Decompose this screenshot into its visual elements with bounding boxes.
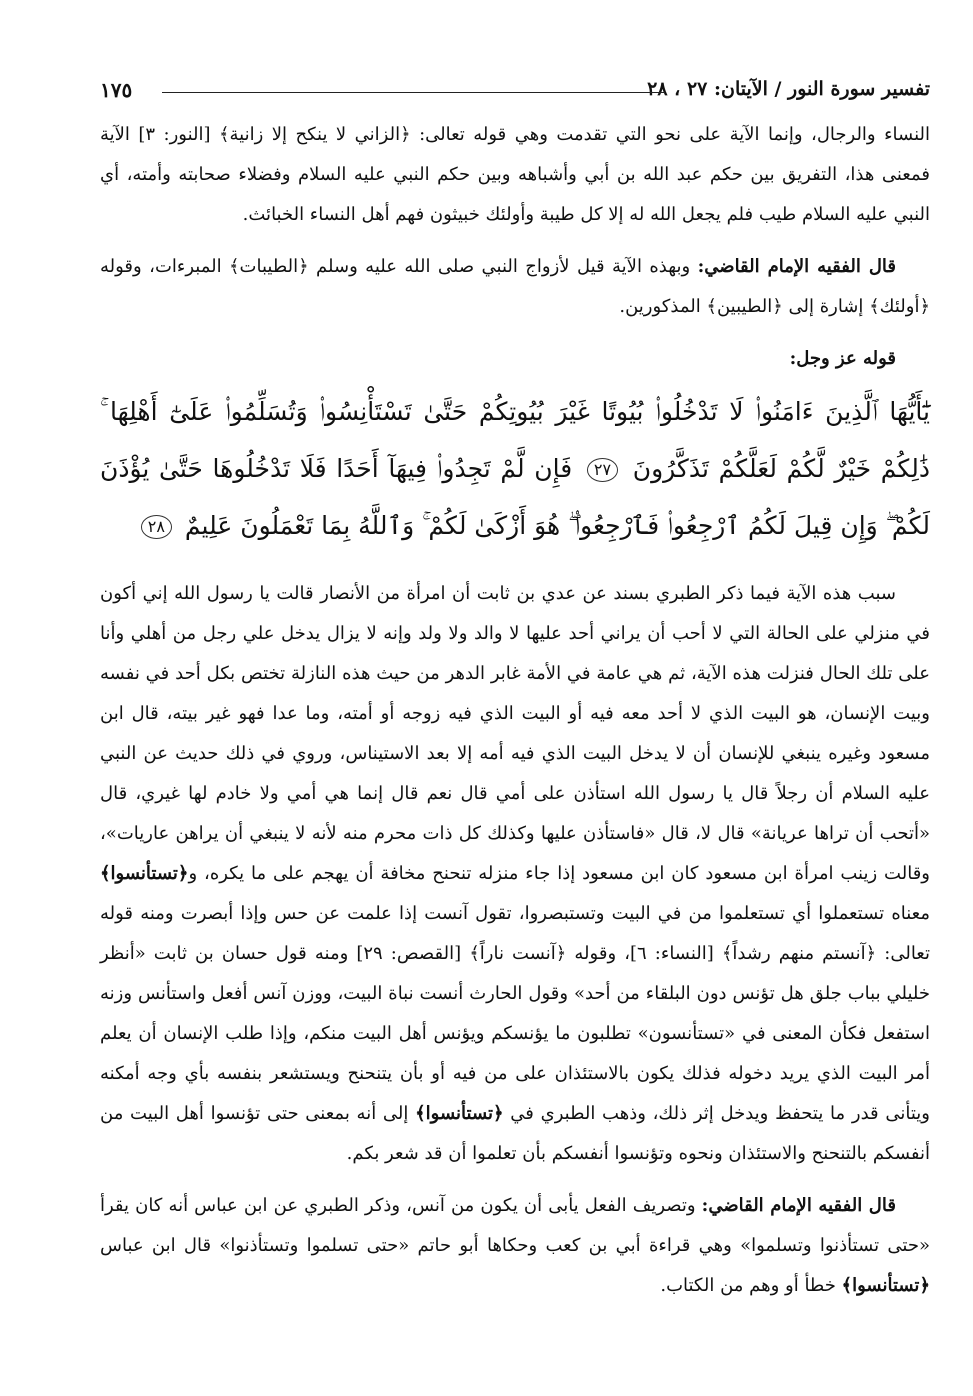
paragraph-4-cont-1: معناه تستعملوا أي تستعلموا من في البيت وتستبصروا، تقول آنست إذا علمت عن حس وإذا أبصرت ومنه قوله تعالى: ﴿آنستم منهم رشداً﴾ [النساء: ٦]، وقوله ﴿آنست ناراً﴾ [القصص: ٢٩] ومنه قول حسان بن ثابت «أنظر خليلي بباب جلق هل تؤنس دون البلقاء من أحد» وقول الحارث أنست نباة البيت، ووزن آنس أفعل واستأنس وزنه استفعل فكأن المعنى في «تستأنسون» تطلبون ما يؤنسكم ويؤنس أهل البيت منكم، وإذا طلب الإنسان أن يعلم أمر البيت الذي يريد دخوله فذلك يكون بالاستئذان على من فيه أو بأن يتنحنح ويستشعر بنفسه بأي وجه أمكنه ويتأنى قدر ما يتحفظ ويدخل إثر ذلك، وذهب الطبري في [100, 903, 930, 1124]
quran-verse-block [100, 383, 930, 554]
paragraph-1: النساء والرجال، وإنما الآية على نحو التي تقدمت وهي قوله تعالى: ﴿الزاني لا ينكح إلا زانية﴾ [النور: ٣] الآية فمعنى هذا، التفريق بين حكم عبد الله بن أبي وأشباهه وبين حكم النبي عليه السلام وفضلاء صحابته وأمته، أي النبي عليه السلام طيب فلم يجعل الله له إلا كل طيبة وأولئك خبيثون فهم أهل النساء الخبائث. [100, 124, 931, 225]
verse-27-text: يَٰٓأَيُّهَا ٱلَّذِينَ ءَامَنُوا۟ لَا تَدْخُلُوا۟ بُيُوتًا غَيْرَ بُيُوتِكُمْ حَتَّىٰ تَسْتَأْنِسُوا۟ وَتُسَلِّمُوا۟ عَلَىٰٓ أَهْلِهَا ۚ ذَٰلِكُمْ خَيْرٌ لَّكُمْ لَعَلَّكُمْ تَذَكَّرُونَ [100, 397, 930, 483]
spacer [100, 235, 930, 247]
page-body [100, 115, 930, 1306]
paragraph-5 [100, 1186, 930, 1306]
paragraph-5-end: خطأ أو وهم من الكتاب. [660, 1275, 842, 1296]
spacer [100, 327, 930, 339]
verse-number-28: ٢٨ [141, 515, 172, 539]
quranic-term: ﴿تستأنسوا﴾ [415, 1103, 504, 1124]
paragraph-2 [100, 247, 930, 327]
speaker-label: قال الفقيه الإمام القاضي: [701, 1195, 896, 1216]
paragraph-4-text: سبب هذه الآية فيما ذكر الطبري بسند عن عدي بن ثابت أن امرأة من الأنصار قالت يا رسول الله إني أكون في منزلي على الحالة التي لا أحب أن يراني أحد عليها لا والد ولا ولد وإنه لا يزال يدخل علي رجل من أهلي وأنا على تلك الحال فنزلت هذه الآية، ثم هي عامة في الأمة غابر الدهر من حيث هذه النازلة تختص بكل أحد في نفسه وبيت الإنسان، هو البيت الذي لا أحد معه فيه أو البيت الذي فيه زوجه أو أمته، وما عدا فهو غير بيته، قال ابن مسعود وغيره ينبغي للإنسان أن لا يدخل البيت الذي فيه أمه إلا بعد الاستيناس، وروي في ذلك حديث عن النبي عليه السلام أن رجلاً قال يا رسول الله استأذن على أمي قال نعم قال إنما هي أمي ولا خادم لها غيري، قال «أتحب أن تراها عريانة» قال لا، قال «فاستأذن عليها وكذلك كل ذات محرم منه لأنه لا ينبغي أن يراهن عاريات»، وقالت زينب امرأة ابن مسعود كان ابن مسعود إذا جاء منزله تنحنح مخافة أن يهجم على ما يكره، و [100, 583, 930, 884]
running-title: تفسير سورة النور / الآيتان: ٢٧ ، ٢٨ [647, 78, 930, 100]
paragraph-5-text: وتصريف الفعل يأبى أن يكون من آنس، وذكر الطبري عن ابن عباس أنه كان يقرأ «حتى تستأذنوا وتسلموا» وهي قراءة أبي بن كعب وحكاها أبو حاتم «حتى تسلموا وتستأذنوا» قال ابن عباس [100, 1195, 930, 1256]
spacer [100, 1174, 930, 1186]
page-header [100, 78, 930, 106]
verse-number-27: ٢٧ [587, 458, 618, 482]
paragraph-4 [100, 574, 930, 1174]
paragraph-4-cont-2: إلى أنه بمعنى حتى تؤنسوا أهل البيت من أنفسكم بالتنحنح والاستئذان ونحوه وتؤنسوا أنفسكم بأن تعلموا أن قد شعر بكم. [100, 1103, 930, 1164]
page-number: ١٧٥ [100, 78, 133, 102]
quranic-term: ﴿تستأنسوا﴾ [100, 863, 189, 884]
quranic-term: ﴿تستأنسوا﴾ [841, 1275, 930, 1296]
verse-28-text: فَإِن لَّمْ تَجِدُوا۟ فِيهَآ أَحَدًا فَلَا تَدْخُلُوهَا حَتَّىٰ يُؤْذَنَ لَكُمْ ۖ وَإِن قِيلَ لَكُمُ ٱرْجِعُوا۟ فَٱرْجِعُوا۟ ۖ هُوَ أَزْكَىٰ لَكُمْ ۚ وَٱللَّهُ بِمَا تَعْمَلُونَ عَلِيمٌ [100, 454, 930, 540]
paragraph-3 [100, 339, 930, 379]
speaker-label: قال الفقيه الإمام القاضي: [697, 256, 896, 277]
verse-intro: قوله عز وجل: [789, 348, 896, 369]
paragraph-2-text: وبهذه الآية قيل لأزواج النبي صلى الله عليه وسلم ﴿الطيبات﴾ المبرءات، وقوله ﴿أولئك﴾ إشارة إلى ﴿الطيبين﴾ المذكورين. [100, 256, 930, 317]
header-rule [162, 92, 665, 93]
